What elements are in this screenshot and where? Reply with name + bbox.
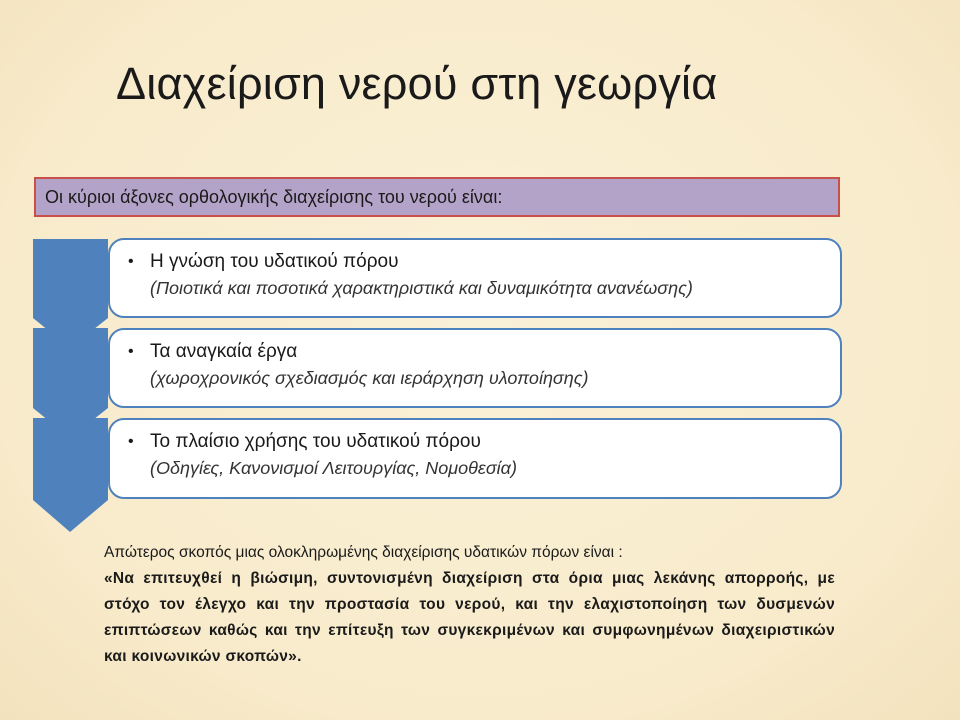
axis-card-2 bbox=[108, 328, 842, 408]
axis-card-1 bbox=[108, 238, 842, 318]
conclusion-block bbox=[104, 540, 835, 670]
conclusion-body: «Να επιτευχθεί η βιώσιμη, συντονισμένη διαχείριση στα όρια μιας λεκάνης απορροής, με στόχο τον έλεγχο και την προστασία του νερού, και την ελαχιστοποίηση των δυσμενών επιπτώσεων καθώς και την επίτευξη των συγκεκριμένων και συμφωνημένων διαχειριστικών και κοινωνικών σκοπών». bbox=[104, 570, 835, 665]
chevron-3 bbox=[33, 418, 108, 532]
axis-title: Τα αναγκαία έργα bbox=[150, 341, 298, 362]
axis-subtitle: (Ποιοτικά και ποσοτικά χαρακτηριστικά και δυναμικότητα ανανέωσης) bbox=[150, 278, 693, 298]
axis-title: Η γνώση του υδατικού πόρου bbox=[150, 251, 399, 272]
axis-card-3 bbox=[108, 418, 842, 499]
bullet-icon: • bbox=[128, 433, 134, 450]
conclusion-lead: Απώτερος σκοπός μιας ολοκληρωμένης διαχείρισης υδατικών πόρων είναι : bbox=[104, 544, 623, 561]
bullet-icon: • bbox=[128, 253, 134, 270]
intro-text: Οι κύριοι άξονες ορθολογικής διαχείρισης του νερού είναι: bbox=[45, 186, 503, 207]
axis-subtitle: (Οδηγίες, Κανονισμοί Λειτουργίας, Νομοθεσία) bbox=[150, 458, 517, 478]
axis-title: Το πλαίσιο χρήσης του υδατικού πόρου bbox=[150, 431, 481, 452]
bullet-icon: • bbox=[128, 343, 134, 360]
axis-subtitle: (χωροχρονικός σχεδιασμός και ιεράρχηση υλοποίησης) bbox=[150, 368, 589, 388]
page-title: Διαχείριση νερού στη γεωργία bbox=[116, 58, 718, 109]
